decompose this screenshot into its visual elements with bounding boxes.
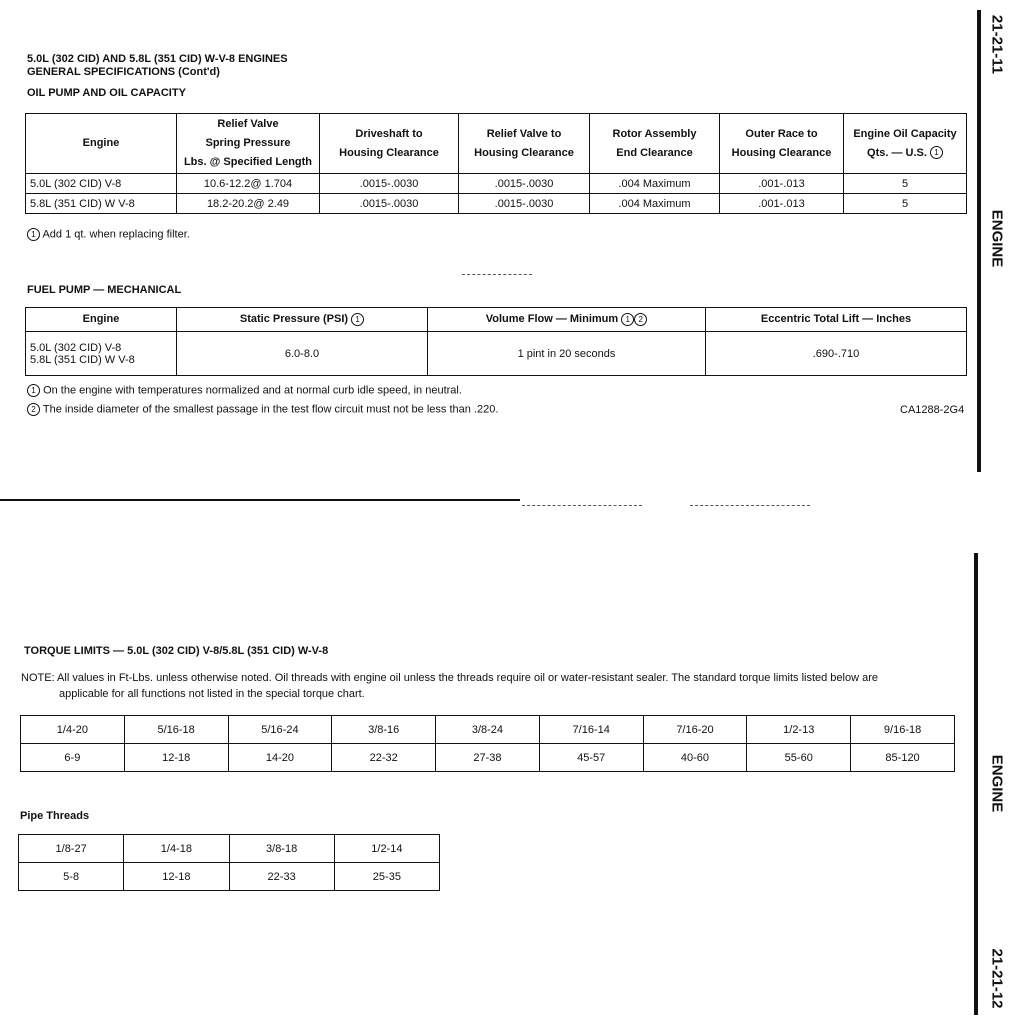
oil-section-title: OIL PUMP AND OIL CAPACITY: [27, 87, 186, 99]
oil-pump-table: [25, 113, 967, 214]
torque-value-cell: 40-60: [643, 744, 747, 772]
oil-header-spring: Relief Valve Spring Pressure Lbs. @ Specified Length: [177, 114, 320, 174]
oil-cell-outer-race: .001-.013: [720, 174, 844, 194]
fuel-header-static: Static Pressure (PSI) 1: [177, 308, 428, 332]
torque-title: TORQUE LIMITS — 5.0L (302 CID) V-8/5.8L (351 CID) W-V-8: [24, 645, 329, 657]
oil-cell-engine: 5.8L (351 CID) W V-8: [26, 194, 177, 214]
torque-size-cell: 7/16-14: [539, 716, 643, 744]
footnote-ref-icon: 1: [27, 228, 40, 241]
fuel-header-volume: Volume Flow — Minimum 1 2: [428, 308, 706, 332]
footnote-ref-icon: 1: [351, 313, 364, 326]
margin-rule: [974, 553, 978, 1015]
doc-title-line1: 5.0L (302 CID) AND 5.8L (351 CID) W-V-8 ENGINES: [27, 53, 288, 65]
torque-note-line2: applicable for all functions not listed in the special torque chart.: [59, 688, 365, 700]
fuel-cell-lift: .690-.710: [706, 332, 967, 376]
pipe-threads-table: [18, 834, 440, 891]
side-label-top: ENGINE: [988, 209, 1006, 268]
torque-size-cell: 3/8-16: [332, 716, 436, 744]
oil-header-rotor: Rotor Assembly End Clearance: [590, 114, 720, 174]
torque-size-cell: 5/16-18: [124, 716, 228, 744]
fuel-footnote-2: 2 The inside diameter of the smallest passage in the test flow circuit must not be less than .220.: [27, 403, 498, 416]
fuel-footnote-1: 1 On the engine with temperatures normalized and at normal curb idle speed, in neutral.: [27, 384, 462, 397]
margin-rule: [977, 10, 981, 472]
oil-cell-rotor: .004 Maximum: [590, 194, 720, 214]
table-row: [26, 174, 967, 194]
oil-cell-engine: 5.0L (302 CID) V-8: [26, 174, 177, 194]
pipe-value-cell: 25-35: [334, 863, 439, 891]
oil-cell-capacity: 5: [844, 174, 967, 194]
torque-table: [20, 715, 955, 772]
footnote-ref-icon: 2: [634, 313, 647, 326]
fuel-cell-engine: 5.0L (302 CID) V-8 5.8L (351 CID) W V-8: [26, 332, 177, 376]
pipe-value-cell: 5-8: [19, 863, 124, 891]
torque-value-cell: 27-38: [436, 744, 540, 772]
oil-cell-relief: .0015-.0030: [459, 174, 590, 194]
side-label-bottom: ENGINE: [988, 754, 1006, 813]
oil-header-relief: Relief Valve to Housing Clearance: [459, 114, 590, 174]
pipe-size-cell: 3/8-18: [229, 835, 334, 863]
footnote-ref-icon: 1: [930, 146, 943, 159]
doc-title: [27, 53, 288, 79]
table-row: [26, 332, 967, 376]
pipe-size-row: [19, 835, 440, 863]
footnote-ref-icon: 2: [27, 403, 40, 416]
page-separator: [0, 499, 520, 501]
divider: [690, 505, 810, 507]
torque-size-row: [21, 716, 955, 744]
pipe-size-cell: 1/8-27: [19, 835, 124, 863]
page-number-bottom: 21-21-12: [988, 948, 1006, 1009]
torque-size-cell: 1/4-20: [21, 716, 125, 744]
divider: [462, 274, 532, 276]
torque-size-cell: 3/8-24: [436, 716, 540, 744]
oil-header-capacity: Engine Oil Capacity Qts. — U.S. 1: [844, 114, 967, 174]
fuel-cell-static: 6.0-8.0: [177, 332, 428, 376]
pipe-value-row: [19, 863, 440, 891]
figure-code: CA1288-2G4: [900, 404, 965, 416]
torque-value-cell: 55-60: [747, 744, 851, 772]
oil-footnote: 1 Add 1 qt. when replacing filter.: [27, 228, 190, 241]
pipe-value-cell: 12-18: [124, 863, 229, 891]
torque-note: [21, 670, 961, 702]
pipe-value-cell: 22-33: [229, 863, 334, 891]
torque-size-cell: 1/2-13: [747, 716, 851, 744]
oil-cell-outer-race: .001-.013: [720, 194, 844, 214]
oil-cell-rotor: .004 Maximum: [590, 174, 720, 194]
oil-cell-driveshaft: .0015-.0030: [320, 174, 459, 194]
torque-value-cell: 45-57: [539, 744, 643, 772]
torque-note-line1: NOTE: All values in Ft-Lbs. unless otherwise noted. Oil threads with engine oil unless the threads require oil or water-resistant sealer. The standard torque limits listed below are: [21, 672, 878, 684]
oil-header-driveshaft: Driveshaft to Housing Clearance: [320, 114, 459, 174]
oil-cell-driveshaft: .0015-.0030: [320, 194, 459, 214]
torque-value-cell: 22-32: [332, 744, 436, 772]
torque-value-cell: 12-18: [124, 744, 228, 772]
fuel-cell-volume: 1 pint in 20 seconds: [428, 332, 706, 376]
fuel-pump-table: [25, 307, 967, 376]
footnote-ref-icon: 1: [621, 313, 634, 326]
fuel-section-title: FUEL PUMP — MECHANICAL: [27, 284, 182, 296]
oil-cell-spring: 10.6-12.2@ 1.704: [177, 174, 320, 194]
oil-cell-relief: .0015-.0030: [459, 194, 590, 214]
oil-header-outer-race: Outer Race to Housing Clearance: [720, 114, 844, 174]
fuel-header-engine: Engine: [26, 308, 177, 332]
fuel-header-lift: Eccentric Total Lift — Inches: [706, 308, 967, 332]
torque-value-cell: 6-9: [21, 744, 125, 772]
fuel-table-header-row: [26, 308, 967, 332]
oil-cell-spring: 18.2-20.2@ 2.49: [177, 194, 320, 214]
torque-size-cell: 7/16-20: [643, 716, 747, 744]
oil-table-header-row: [26, 114, 967, 174]
oil-header-engine: Engine: [26, 114, 177, 174]
oil-cell-capacity: 5: [844, 194, 967, 214]
doc-title-line2: GENERAL SPECIFICATIONS (Cont'd): [27, 66, 220, 78]
torque-value-cell: 14-20: [228, 744, 332, 772]
torque-size-cell: 9/16-18: [851, 716, 955, 744]
footnote-ref-icon: 1: [27, 384, 40, 397]
torque-value-row: [21, 744, 955, 772]
torque-size-cell: 5/16-24: [228, 716, 332, 744]
page-number-top: 21-21-11: [988, 14, 1006, 75]
pipe-size-cell: 1/4-18: [124, 835, 229, 863]
pipe-size-cell: 1/2-14: [334, 835, 439, 863]
torque-value-cell: 85-120: [851, 744, 955, 772]
divider: [522, 505, 642, 507]
pipe-threads-title: Pipe Threads: [20, 810, 90, 822]
table-row: [26, 194, 967, 214]
